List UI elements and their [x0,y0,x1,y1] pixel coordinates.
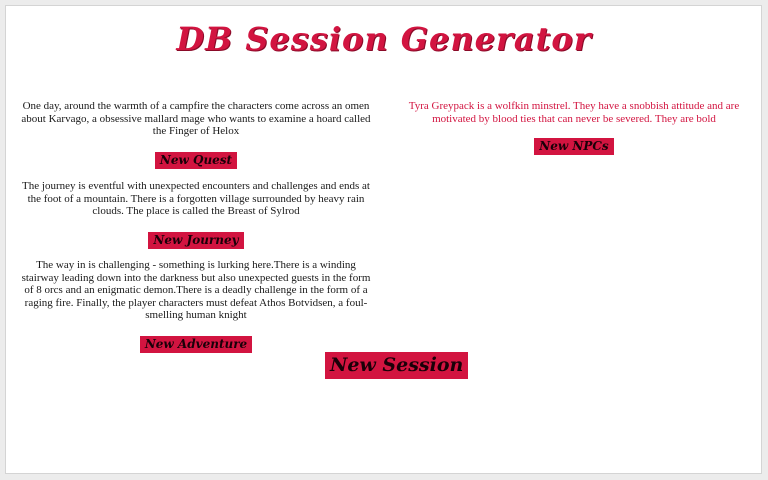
new-quest-button[interactable]: New Quest [155,152,237,169]
npc-text: Tyra Greypack is a wolfkin minstrel. They have a snobbish attitude and are motivated by blood ties that can never be severed. They are bold [408,100,740,125]
right-column [393,100,755,155]
session-button-wrap [325,352,468,379]
new-session-button[interactable]: New Session [325,352,468,379]
adventure-text: The way in is challenging - something is lurking here.There is a winding stairway leading down into the darkness but also unexpected guests in the form of 8 orcs and an enigmatic demon.There is a deadly challenge in the form of a raging fire. Finally, the player characters must defeat Athos Botvidsen, a foul-smelling human knight [21,259,371,321]
left-column [20,100,372,353]
quest-text: One day, around the warmth of a campfire the characters come across an omen about Karvago, a obsessive mallard mage who wants to examine a hoard called the Finger of Helox [21,100,371,137]
new-journey-button[interactable]: New Journey [148,232,243,249]
new-npcs-button[interactable]: New NPCs [534,138,613,155]
page-title: DB Session Generator [176,20,592,58]
new-adventure-button[interactable]: New Adventure [140,336,252,353]
journey-text: The journey is eventful with unexpected encounters and challenges and ends at the foot of a mountain. There is a forgotten village surrounded by heavy rain clouds. The place is called the Breast of Sylrod [22,180,370,217]
